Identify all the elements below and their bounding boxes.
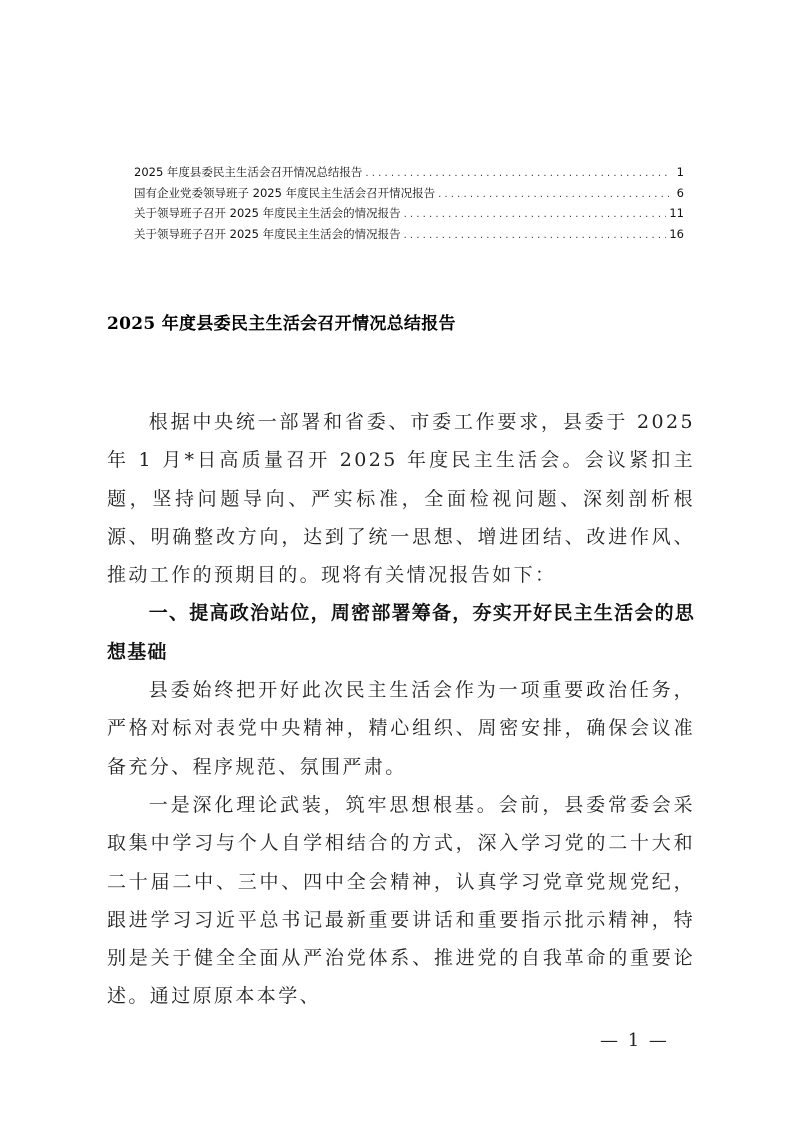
page-number: — 1 — bbox=[600, 1030, 669, 1051]
toc-entry-title: 国有企业党委领导班子 2025 年度民主生活会召开情况报告 bbox=[134, 185, 436, 200]
section-heading: 一、提高政治站位，周密部署筹备，夯实开好民主生活会的思想基础 bbox=[107, 602, 695, 663]
toc-leader-dots bbox=[404, 205, 667, 226]
toc-entry-title: 关于领导班子召开 2025 年度民主生活会的情况报告 bbox=[134, 206, 401, 220]
document-title: 2025 年度县委民主生活会召开情况总结报告 bbox=[107, 314, 456, 334]
toc-entry-page: 11 bbox=[669, 206, 684, 220]
toc-leader-dots bbox=[365, 164, 669, 185]
body-paragraph: 根据中央统一部署和省委、市委工作要求，县委于 2025 年 1 月*日高质量召开 2025 年度民主生活会。会议紧扣主题，坚持问题导向、严实标准，全面检视问题、深刻剖析根源、明确整改方向，达到了统一思想、增进团结、改进作风、推动工作的预期目的。现将有关情况报告如下： bbox=[107, 411, 695, 587]
toc-entry-page: 16 bbox=[669, 226, 684, 241]
document-body bbox=[107, 403, 695, 1016]
toc-entry[interactable] bbox=[134, 224, 684, 245]
toc-entry[interactable] bbox=[134, 203, 684, 224]
toc-entry-page: 6 bbox=[676, 185, 684, 200]
toc-entry-title: 2025 年度县委民主生活会召开情况总结报告 bbox=[134, 165, 363, 179]
toc-entry-page: 1 bbox=[676, 165, 684, 179]
body-paragraph: 一是深化理论武装，筑牢思想根基。会前，县委常委会采取集中学习与个人自学相结合的方式，深入学习党的二十大和二十届二中、三中、四中全会精神，认真学习党章党规党纪，跟进学习习近平总书记最新重要讲话和重要指示批示精神，特别是关于健全全面从严治党体系、推进党的自我革命的重要论述。通过原原本本学、 bbox=[107, 793, 695, 1008]
toc-entry[interactable] bbox=[134, 162, 684, 183]
toc-entry-title: 关于领导班子召开 2025 年度民主生活会的情况报告 bbox=[134, 226, 401, 241]
toc-leader-dots bbox=[404, 226, 667, 247]
body-paragraph: 县委始终把开好此次民主生活会作为一项重要政治任务，严格对标对表党中央精神，精心组织、周密安排，确保会议准备充分、程序规范、氛围严肃。 bbox=[107, 679, 695, 778]
table-of-contents bbox=[134, 162, 684, 244]
toc-leader-dots bbox=[438, 185, 669, 206]
toc-entry[interactable] bbox=[134, 183, 684, 204]
